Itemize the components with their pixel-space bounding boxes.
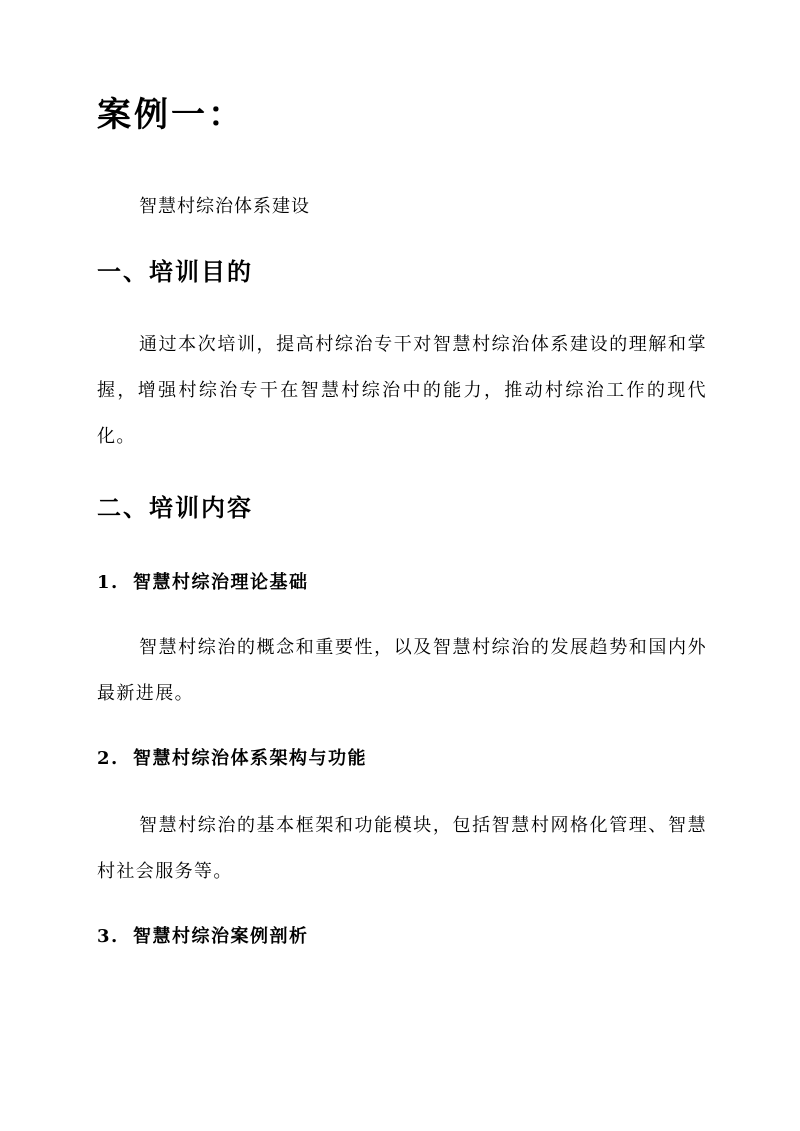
content-item-heading	[97, 568, 707, 598]
case-title: 案例一：	[97, 95, 245, 135]
item-number: 2.	[97, 748, 119, 769]
item-title: 智慧村综治案例剖析	[133, 926, 309, 947]
content-item-paragraph: 智慧村综治的概念和重要性，以及智慧村综治的发展趋势和国内外最新进展。	[97, 637, 707, 704]
content-item-heading	[97, 922, 707, 952]
item-title: 智慧村综治体系架构与功能	[133, 748, 367, 769]
content-item-heading	[97, 744, 707, 774]
training-purpose-paragraph: 通过本次培训，提高村综治专干对智慧村综治体系建设的理解和掌握，增强村综治专干在智慧村综治中的能力，推动村综治工作的现代化。	[97, 334, 707, 447]
section-heading-training-content: 二、培训内容	[97, 493, 253, 522]
item-number: 3.	[97, 926, 119, 947]
section-heading-training-purpose: 一、培训目的	[97, 257, 253, 286]
item-number: 1.	[97, 572, 119, 593]
case-subtitle: 智慧村综治体系建设	[139, 196, 310, 217]
item-title: 智慧村综治理论基础	[133, 572, 309, 593]
content-item-paragraph: 智慧村综治的基本框架和功能模块，包括智慧村网格化管理、智慧村社会服务等。	[97, 815, 707, 882]
